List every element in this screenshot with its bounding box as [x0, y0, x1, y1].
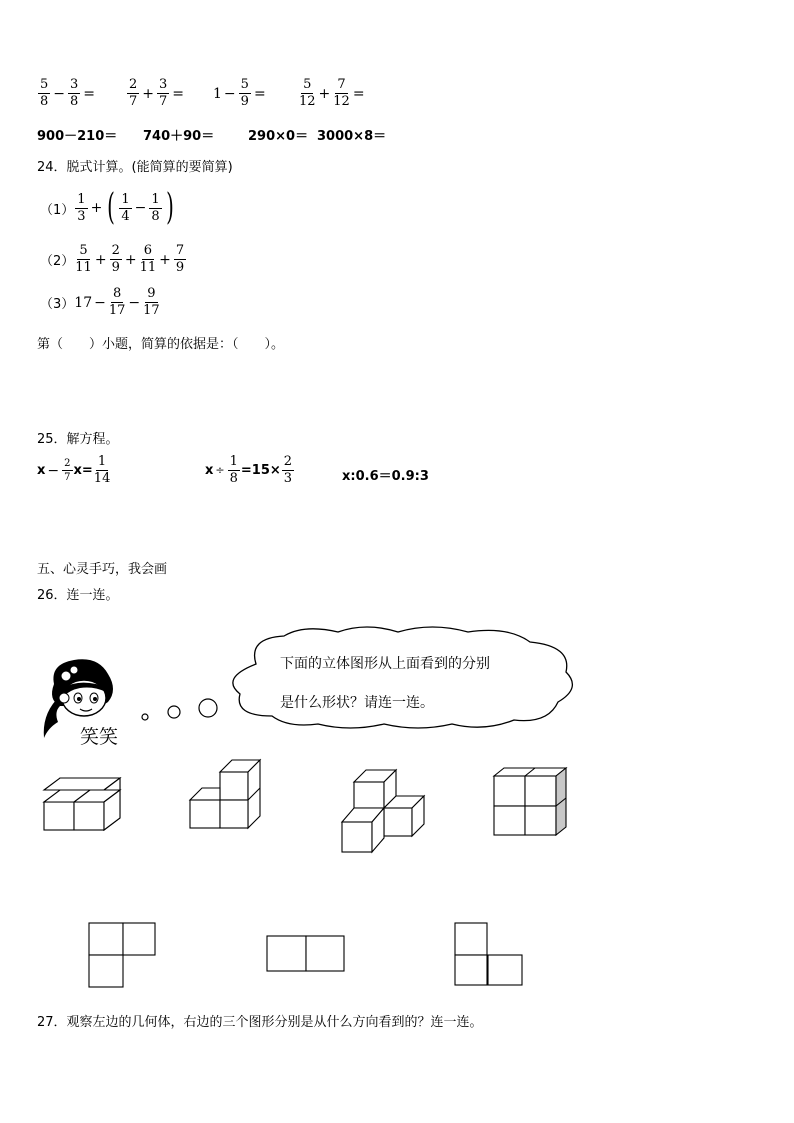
fraction-expression-1: $\frac{5}{8}$ − $\frac{3}{8}$ =	[40, 77, 96, 109]
equation-2: x ÷ $\frac{1}{8}$ =15× $\frac{2}{3}$	[205, 454, 293, 486]
integer-expression-1: 900－210＝	[37, 129, 118, 144]
thought-bubbles	[136, 690, 226, 730]
q24-problem-2: （2） $\frac{5}{11}$ + $\frac{2}{9}$ + $\frac{6}{11}$ + $\frac{7}{9}$	[40, 243, 185, 275]
integer-expression-3: 290×0＝	[248, 129, 309, 144]
fraction-expression-4: $\frac{5}{12}$ + $\frac{7}{12}$ =	[299, 77, 365, 109]
solid-figure-2	[186, 756, 266, 832]
top-view-shape-2	[264, 933, 348, 975]
q24-problem-3: （3） 17 − $\frac{8}{17}$ − $\frac{9}{17}$	[40, 286, 160, 318]
solid-figure-1	[40, 774, 130, 834]
question-25-title: 25．解方程。	[37, 432, 119, 447]
question-27-title: 27．观察左边的几何体，右边的三个图形分别是从什么方向看到的？连一连。	[37, 1015, 483, 1030]
solid-figure-3	[338, 766, 430, 856]
top-view-shape-3	[452, 920, 526, 988]
equation-3: x:0.6＝0.9:3	[342, 469, 429, 484]
girl-name-label: 笑笑	[80, 726, 119, 748]
section-5-heading: 五、心灵手巧，我会画	[37, 562, 168, 577]
integer-expression-2: 740＋90＝	[143, 129, 215, 144]
integer-expression-4: 3000×8＝	[317, 129, 387, 144]
fraction-expression-3: 1 − $\frac{5}{9}$ =	[213, 77, 266, 109]
speech-cloud	[218, 624, 584, 734]
question-26-title: 26．连一连。	[37, 588, 119, 603]
solid-figure-4	[490, 766, 570, 838]
cloud-line-1: 下面的立体图形从上面看到的分别	[280, 656, 490, 672]
top-view-shape-1	[86, 920, 160, 990]
fraction-expression-2: $\frac{2}{7}$ + $\frac{3}{7}$ =	[129, 77, 185, 109]
cloud-line-2: 是什么形状？请连一连。	[280, 695, 434, 711]
q24-problem-1: （1） $\frac{1}{3}$ + ( $\frac{1}{4}$ − $\frac{1}{8}$ )	[40, 187, 174, 228]
q24-fill-blank: 第（ ）小题，简算的依据是：（ ）。	[37, 337, 285, 352]
question-24-title: 24．脱式计算。(能简算的要简算)	[37, 160, 233, 175]
equation-1: x − $\frac{2}{7}$ x = $\frac{1}{14}$	[37, 454, 111, 486]
